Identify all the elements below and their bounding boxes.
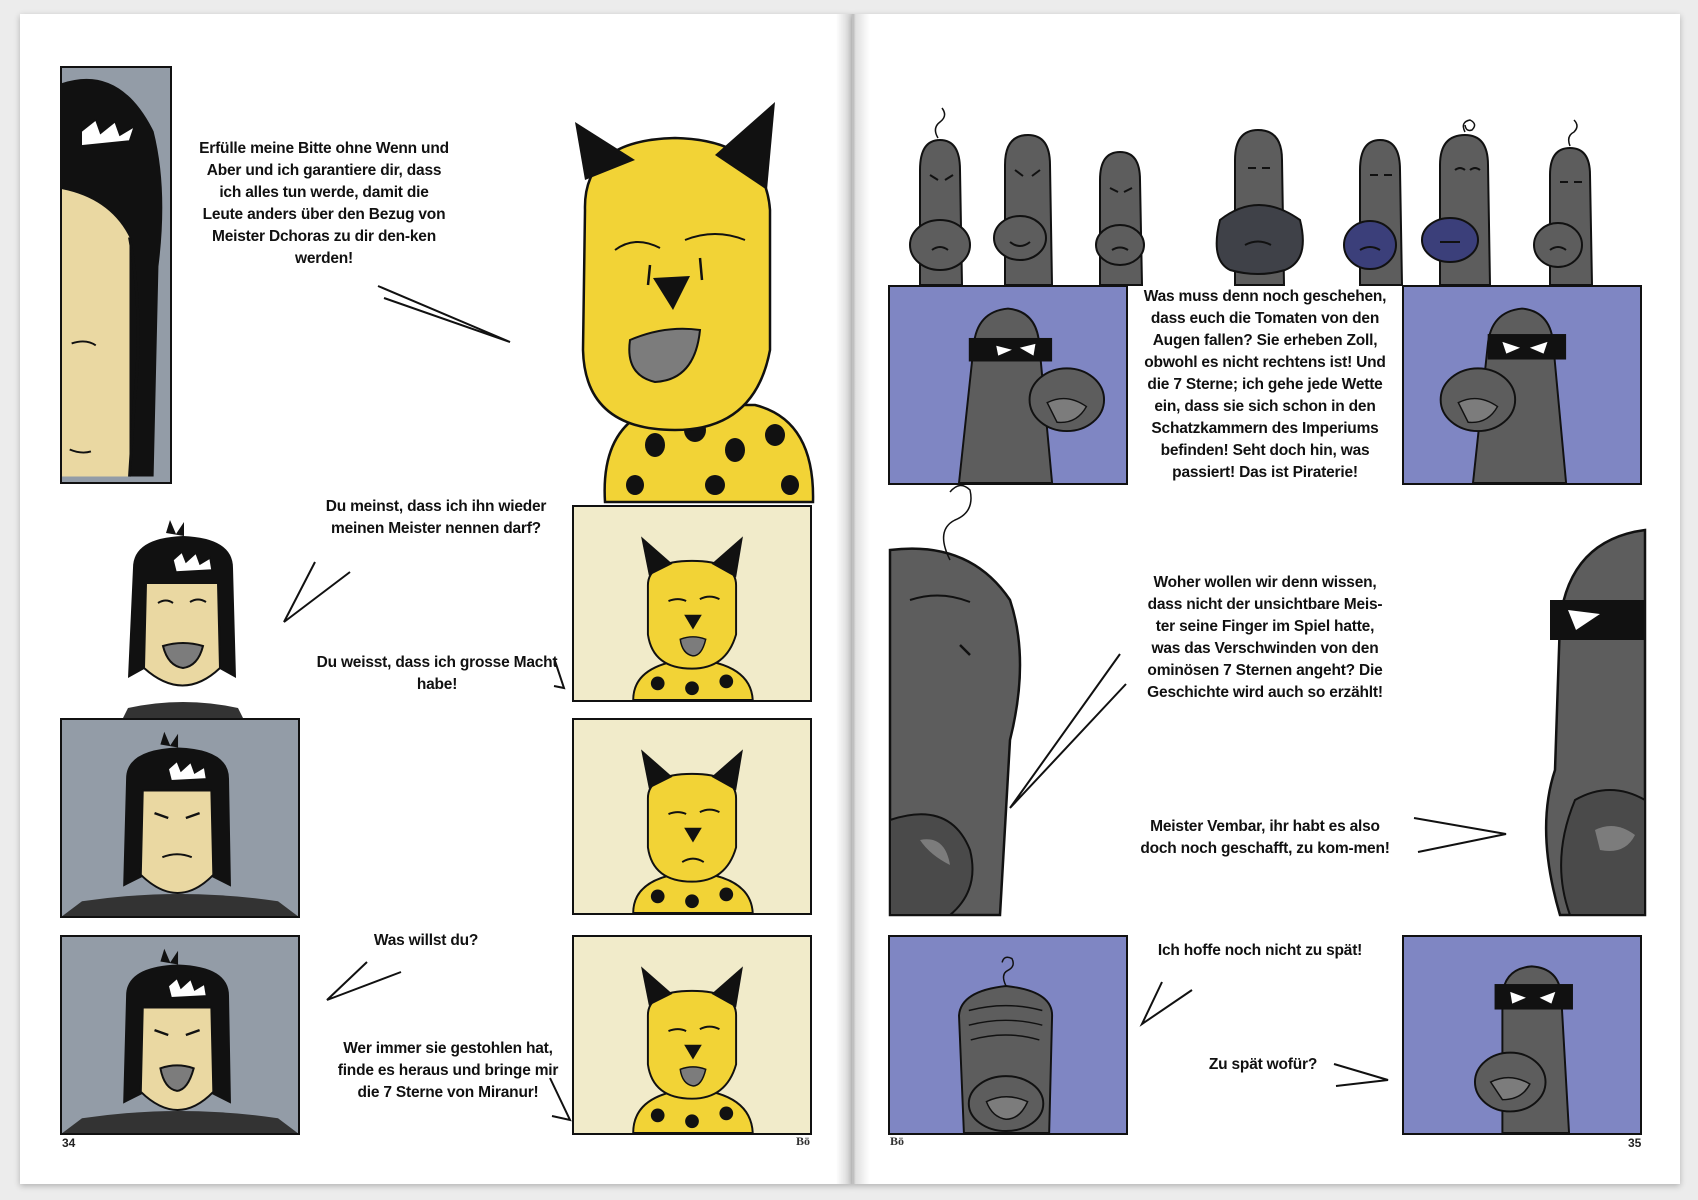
speech-tail-zu-spaet-wofuer [1332,1062,1390,1090]
stone-figure-vembar [890,937,1126,1133]
masked-stone-figure-question [1404,937,1640,1133]
speech-tail-unsichtbarer-meister [1008,652,1128,812]
speech-tail-meister-vembar [1412,816,1508,856]
book-gutter [836,14,870,1184]
speech-zu-spaet-wofuer: Zu spät wofür? [1208,1056,1318,1073]
speech-tail-bitte [378,278,518,348]
stone-crowd [890,110,1640,285]
panel-cat-listening [572,718,812,915]
speech-sterne-miranur: Wer immer sie gestohlen hat, finde es heraus und bringe mir die 7 Sterne von Miranur! [337,1040,559,1101]
speech-piraterie: Was muss denn noch geschehen, dass euch die Tomaten von den Augen fallen? Sie erheben Zoll, obwohl es nicht rechtens ist! Und die 7 Sterne; ich gehe jede Wette ein, dass sie sich schon in den Schatzkammern des Imperiums befinden! Seht doch hin, was passiert! Das ist Piraterie! [1143,288,1387,481]
artist-signature-right: Bö [890,1134,905,1148]
hero-partial-face [62,68,170,482]
speech-tail-meister-nennen [282,560,354,626]
speech-nicht-zu-spaet: Ich hoffe noch nicht zu spät! [1157,942,1363,959]
panel-masked-stone-question [1402,935,1642,1135]
panel-hero-closeup [60,66,172,484]
page-number-left: 34 [62,1136,76,1150]
hero-asking [62,937,298,1133]
hero-frown [62,720,298,916]
panel-masked-stone-left [888,285,1128,485]
speech-tail-was-willst-du [325,960,405,1004]
cat-small-request [574,937,810,1133]
speech-was-willst-du: Was willst du? [373,932,479,949]
panel-hero-frown [60,718,300,918]
panel-cat-macht [572,505,812,702]
masked-stone-figure-angry [1404,287,1640,483]
page-number-right: 35 [1628,1136,1642,1150]
masked-stone-closeup-right [1540,530,1645,915]
masked-stone-figure [890,287,1126,483]
cat-small-speaking [574,507,810,700]
panel-masked-stone-right [1402,285,1642,485]
panel-cat-request [572,935,812,1135]
speech-tail-nicht-zu-spaet [1140,980,1196,1026]
hero-speaking [118,528,248,728]
panel-hero-asking [60,935,300,1135]
speech-tail-grosse-macht [552,656,566,690]
cat-master-large [555,100,825,502]
panel-vembar-arriving [888,935,1128,1135]
speech-meister-nennen: Du meinst, dass ich ihn wieder meinen Meister nennen darf? [325,498,547,537]
artist-signature-left: Bö [796,1134,811,1148]
speech-meister-vembar: Meister Vembar, ihr habt es also doch noch geschafft, zu kom-men! [1140,818,1390,857]
cat-small-frown [574,720,810,913]
speech-unsichtbarer-meister: Woher wollen wir denn wissen, dass nicht der unsichtbare Meis-ter seine Finger im Spiel hatte, was das Verschwinden von den ominösen 7 Sternen angeht? Die Geschichte wird auch so erzählt! [1147,574,1383,701]
speech-tail-sterne-miranur [548,1076,572,1122]
speech-bitte: Erfülle meine Bitte ohne Wenn und Aber und ich garantiere dir, dass ich alles tun werde, damit die Leute anders über den Bezug von Meister Dchoras zu dir den-ken werden! [199,140,449,267]
speech-grosse-macht: Du weisst, dass ich grosse Macht habe! [316,654,558,693]
